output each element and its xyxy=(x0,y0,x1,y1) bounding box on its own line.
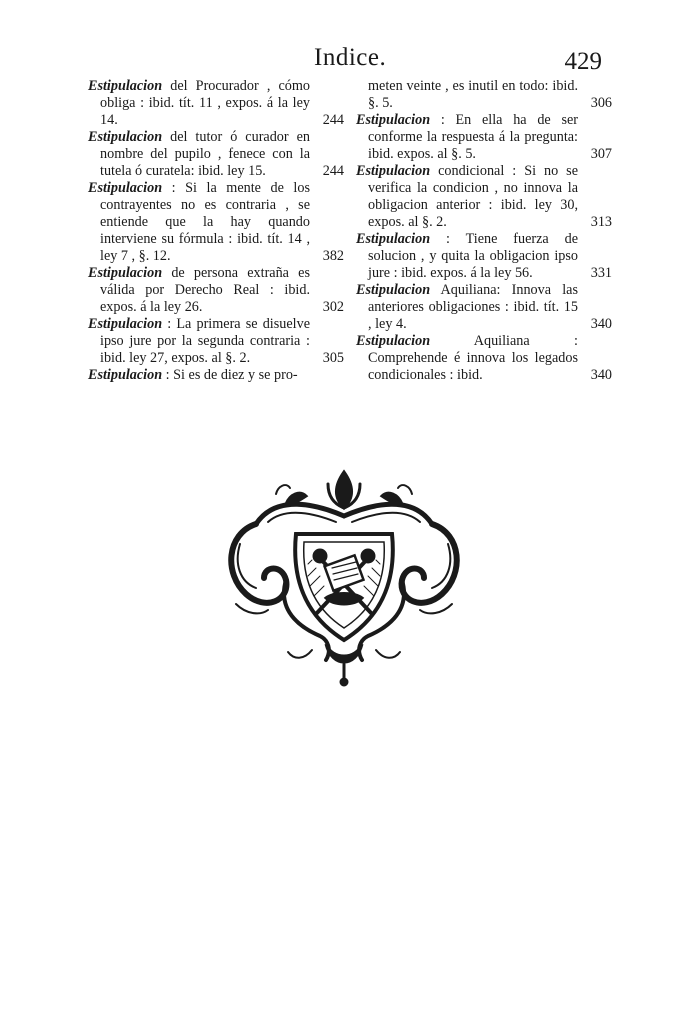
index-entry xyxy=(88,316,344,367)
printers-ornament xyxy=(216,464,472,688)
index-entry xyxy=(356,333,612,384)
entry-page-ref: 305 xyxy=(322,350,344,366)
entry-term: Estipulacion xyxy=(88,78,163,94)
entry-term: Estipulacion xyxy=(356,163,431,179)
entry-term: Estipulacion xyxy=(356,333,431,349)
entry-term: Estipulacion xyxy=(88,265,163,281)
entry-term: Estipulacion xyxy=(356,112,431,128)
index-entry-continuation xyxy=(356,78,612,112)
entry-page-ref: 313 xyxy=(590,214,612,230)
entry-page-ref: 244 xyxy=(322,112,344,128)
index-entry xyxy=(88,78,344,129)
index-columns xyxy=(88,78,612,383)
entry-page-ref: 244 xyxy=(322,163,344,179)
index-entry xyxy=(356,112,612,163)
entry-text: : Si es de diez y se pro- xyxy=(162,367,298,383)
right-column xyxy=(356,78,612,384)
entry-term: Estipulacion xyxy=(88,316,163,332)
entry-text: Aquiliana : Comprehende é innova los legados condicionales : ibid. xyxy=(368,333,578,383)
entry-text: : Tiene fuerza de solucion , y quita la obligacion ipso jure : ibid. expos. á la ley 56. xyxy=(368,231,578,281)
index-entry xyxy=(88,265,344,316)
running-title: Indice. xyxy=(314,44,387,71)
left-column xyxy=(88,78,344,384)
entry-page-ref: 340 xyxy=(590,316,612,332)
index-entry xyxy=(356,163,612,231)
entry-page-ref: 302 xyxy=(322,299,344,315)
entry-text: condicional : Si no se verifica la condicion , no innova la obligacion anterior : ibid. ley 30, expos. al §. 2. xyxy=(368,163,578,230)
entry-term: Estipulacion xyxy=(88,367,163,383)
entry-text: : Si la mente de los contrayentes no es contraria , se entiende que la hay quando interviene su fórmula : ibid. tít. 14 , ley 7 , §. 12. xyxy=(100,180,310,264)
entry-term: Estipulacion xyxy=(356,282,431,298)
entry-term: Estipulacion xyxy=(356,231,431,247)
index-entry xyxy=(356,231,612,282)
index-entry xyxy=(88,129,344,180)
entry-text: del Procurador , cómo obliga : ibid. tít. 11 , expos. á la ley 14. xyxy=(100,78,310,128)
entry-page-ref: 306 xyxy=(590,95,612,111)
ornament-engraving-icon xyxy=(216,464,472,688)
index-entry xyxy=(88,180,344,265)
index-entry xyxy=(356,282,612,333)
entry-text: del tutor ó curador en nombre del pupilo , fenece con la tutela ó curatela: ibid. ley 15. xyxy=(100,129,310,179)
entry-page-ref: 340 xyxy=(590,367,612,383)
entry-term: Estipulacion xyxy=(88,180,163,196)
entry-text: de persona extraña es válida por Derecho Real : ibid. expos. á la ley 26. xyxy=(100,265,310,315)
entry-text: meten veinte , es inutil en todo: ibid. §. 5. xyxy=(368,78,578,111)
entry-text: : En ella ha de ser conforme la respuesta á la pregunta: ibid. expos. al §. 5. xyxy=(368,112,578,162)
entry-page-ref: 307 xyxy=(590,146,612,162)
page-header xyxy=(0,40,682,80)
entry-page-ref: 382 xyxy=(322,248,344,264)
index-entry xyxy=(88,367,338,384)
entry-text: Aquiliana: Innova las anteriores obligaciones : ibid. tít. 15 , ley 4. xyxy=(368,282,578,332)
entry-term: Estipulacion xyxy=(88,129,163,145)
entry-text: : La primera se disuelve ipso jure por la segunda contraria : ibid. ley 27, expos. al §. 2. xyxy=(100,316,310,366)
entry-page-ref: 331 xyxy=(590,265,612,281)
page-number: 429 xyxy=(564,48,602,75)
